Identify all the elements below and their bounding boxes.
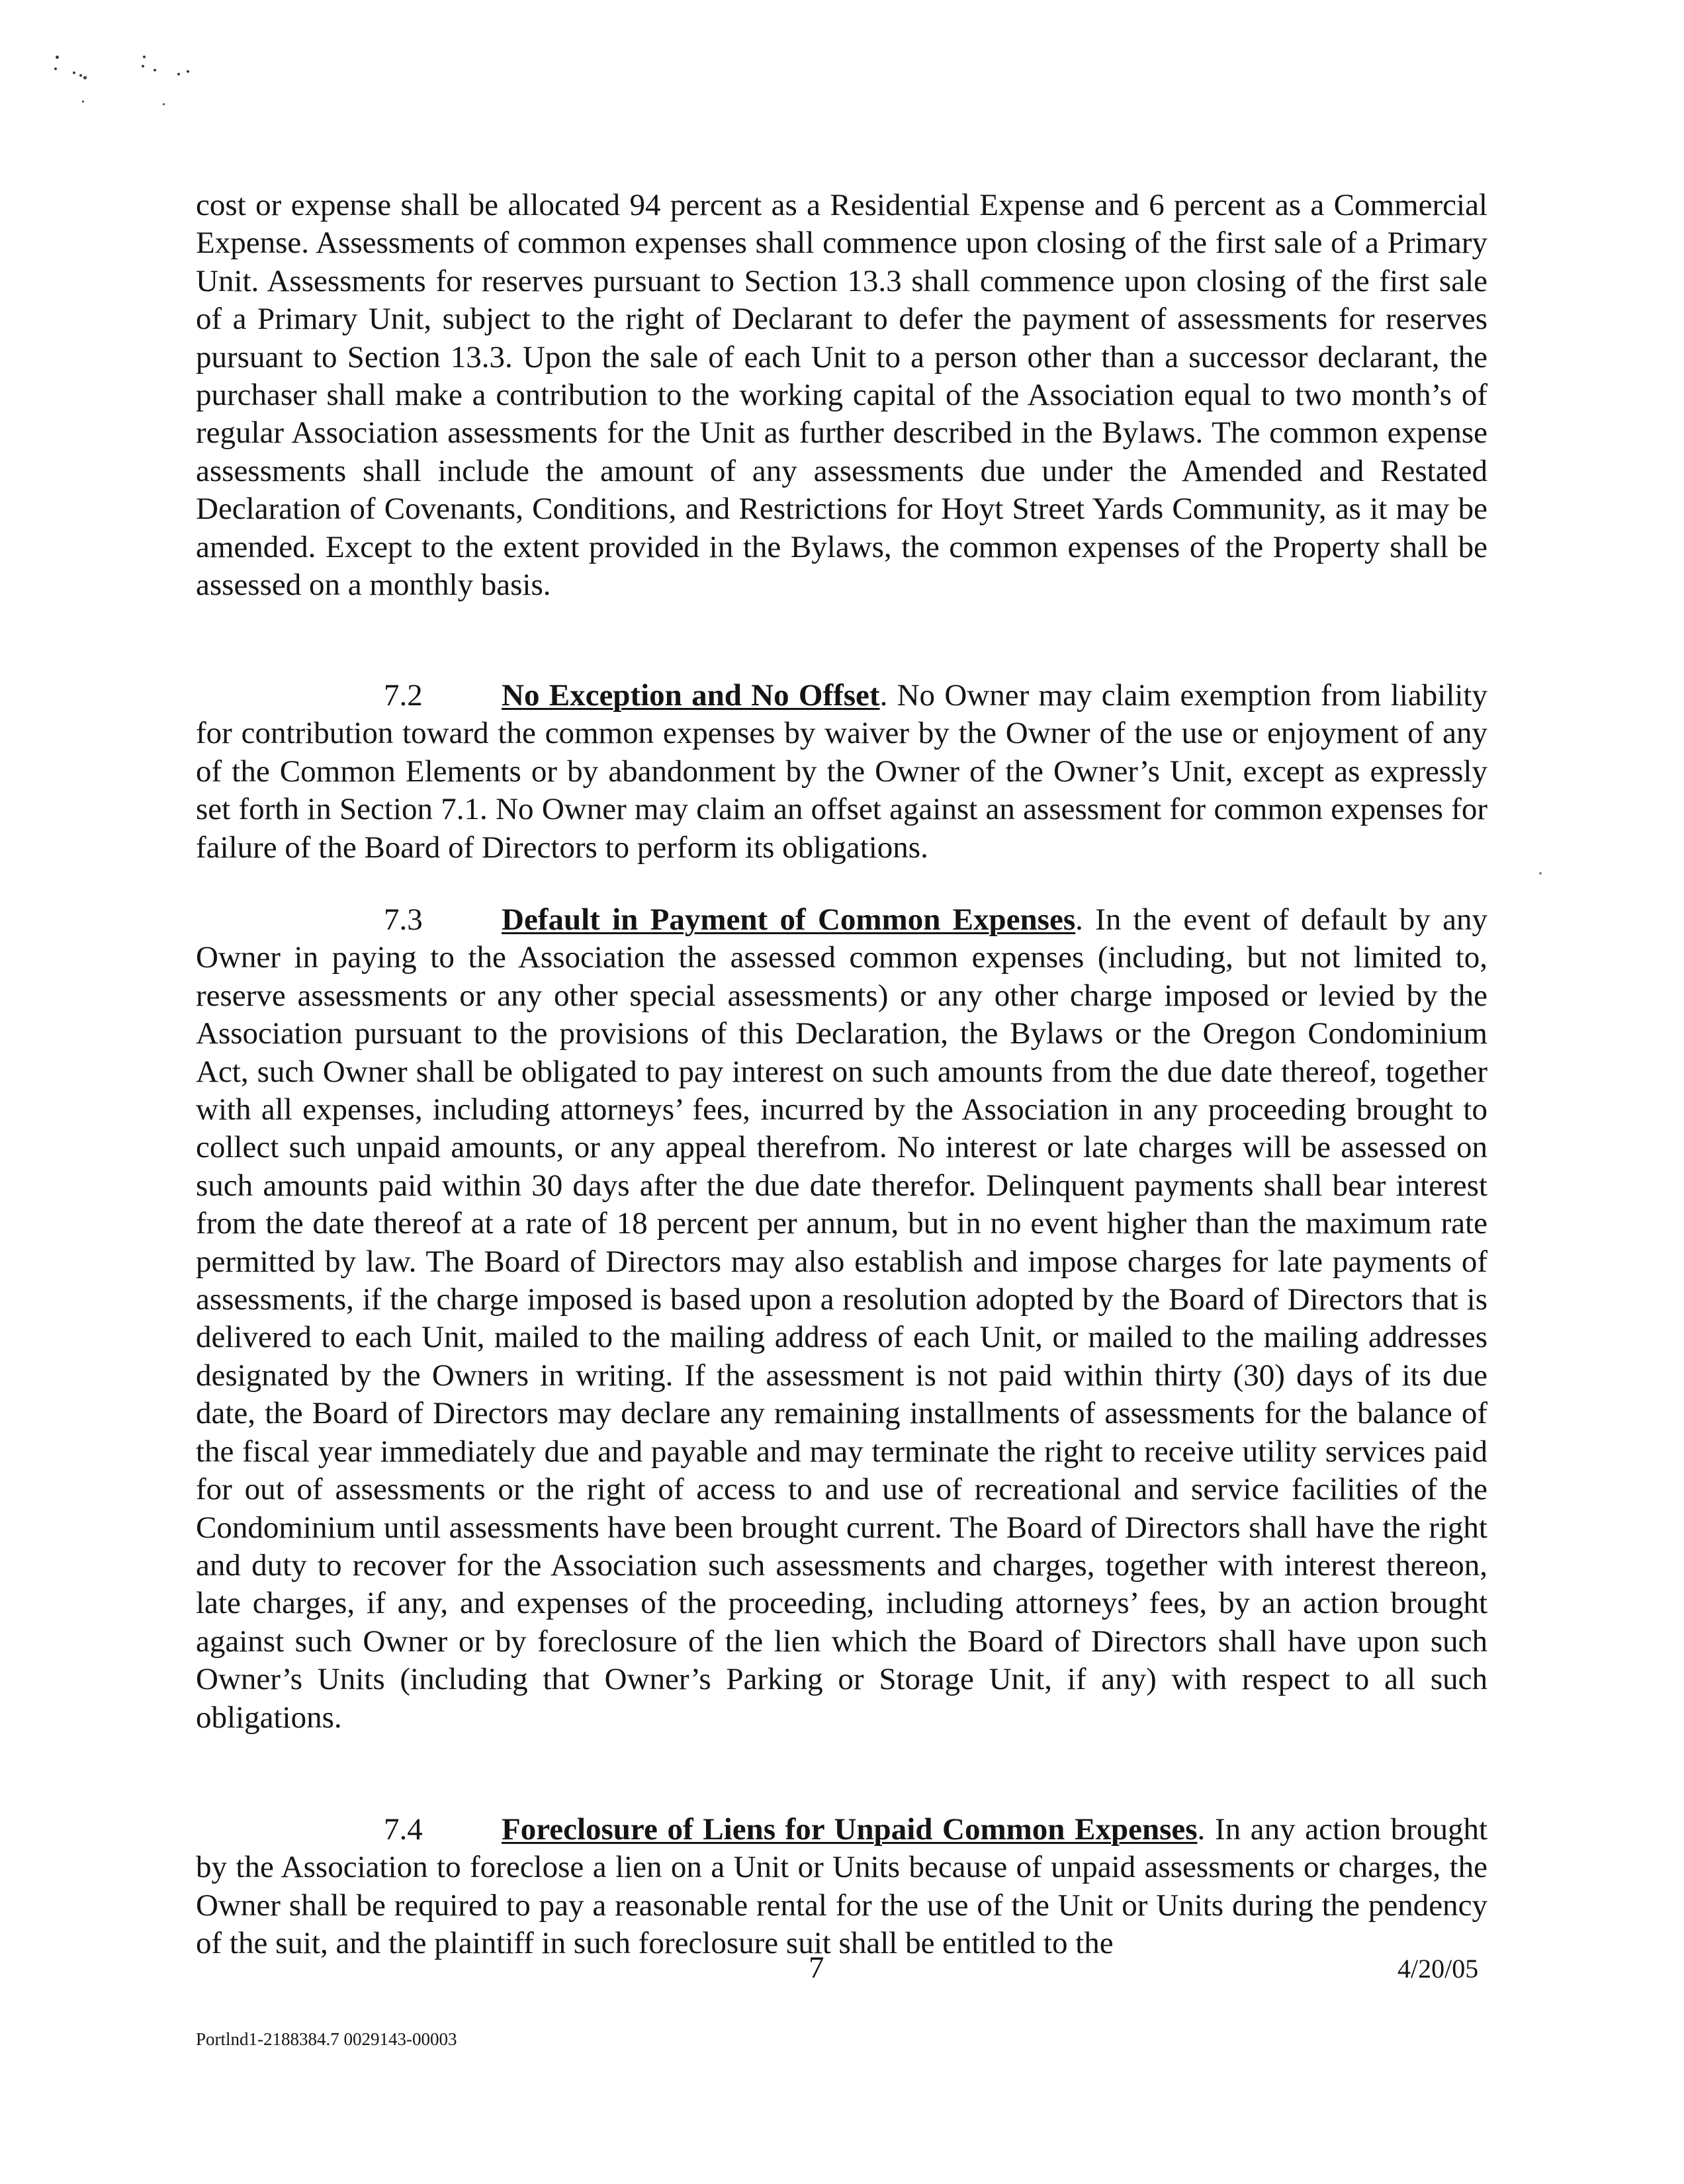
section-heading: Foreclosure of Liens for Unpaid Common Expenses xyxy=(502,1812,1198,1847)
heading-terminator: . xyxy=(1075,902,1083,937)
section-7-2 xyxy=(196,677,1487,867)
section-body: In any action brought by the Association to foreclose a lien on a Unit or Units because of unpaid assessments or charges, the Owner shall be required to pay a reasonable rental for the use of the Unit or Units during the pendency of the suit, and the plaintiff in such foreclosure suit shall be entitled to the xyxy=(196,1812,1488,1961)
section-body: In the event of default by any Owner in paying to the Association the assessed common expenses (including, but not limited to, reserve assessments or any other special assessments) or any other charge imposed or levied by the Association pursuant to the provisions of this Declaration, the Bylaws or the Oregon Condominium Act, such Owner shall be obligated to pay interest on such amounts from the due date thereof, together with all expenses, including attorneys’ fees, incurred by the Association in any proceeding brought to collect such unpaid amounts, or any appeal therefrom. No interest or late charges will be assessed on such amounts paid within 30 days after the due date therefor. Delinquent payments shall bear interest from the date thereof at a rate of 18 percent per annum, but in no event higher than the maximum rate permitted by law. The Board of Directors may also establish and impose charges for late payments of assessments, if the charge imposed is based upon a resolution adopted by the Board of Directors that is delivered to each Unit, mailed to the mailing address of each Unit, or mailed to the mailing addresses designated by the Owners in writing. If the assessment is not paid within thirty (30) days of its due date, the Board of Directors may declare any remaining installments of assessments for the balance of the fiscal year immediately due and payable and may terminate the right to receive utility services paid for out of assessments or the right of access to and use of recreational and service facilities of the Condominium until assessments have been brought current. The Board of Directors shall have the right and duty to recover for the Association such assessments and charges, together with interest thereon, late charges, if any, and expenses of the proceeding, including attorneys’ fees, by an action brought against such Owner or by foreclosure of the lien which the Board of Directors shall have upon such Owner’s Units (including that Owner’s Parking or Storage Unit, if any) with respect to all such obligations. xyxy=(196,902,1487,1735)
section-7-4 xyxy=(196,1811,1487,1963)
section-heading: No Exception and No Offset xyxy=(502,678,880,713)
heading-terminator: . xyxy=(879,678,888,713)
document-id: Portlnd1-2188384.7 0029143-00003 xyxy=(196,2029,457,2049)
scan-mark xyxy=(1539,872,1542,875)
section-7-3 xyxy=(196,901,1487,1737)
section-number: 7.4 xyxy=(384,1812,423,1847)
continuation-paragraph: cost or expense shall be allocated 94 percent as a Residential Expense and 6 percent as a Commercial Expense. Assessments of common expenses shall commence upon closing of the first sale of a Primary Unit. Assessments for reserves pursuant to Section 13.3 shall commence upon closing of the first sale of a Primary Unit, subject to the right of Declarant to defer the payment of assessments for reserves pursuant to Section 13.3. Upon the sale of each Unit to a person other than a successor declarant, the purchaser shall make a contribution to the working capital of the Association equal to two month’s of regular Association assessments for the Unit as further described in the Bylaws. The common expense assessments shall include the amount of any assessments due under the Amended and Restated Declaration of Covenants, Conditions, and Restrictions for Hoyt Street Yards Community, as it may be amended. Except to the extent provided in the Bylaws, the common expenses of the Property shall be assessed on a monthly basis. xyxy=(196,188,1487,603)
section-heading: Default in Payment of Common Expenses xyxy=(502,902,1076,937)
revision-date: 4/20/05 xyxy=(1397,1954,1479,1984)
section-number: 7.2 xyxy=(384,678,423,713)
section-body: No Owner may claim exemption from liability for contribution toward the common expenses by waiver by the Owner of the use or enjoyment of any of the Common Elements or by abandonment by the Owner of the Owner’s Unit, except as expressly set forth in Section 7.1. No Owner may claim an offset against an assessment for common expenses for failure of the Board of Directors to perform its obligations. xyxy=(196,678,1487,865)
page-number: 7 xyxy=(809,1950,824,1985)
section-number: 7.3 xyxy=(384,902,423,937)
heading-terminator: . xyxy=(1197,1812,1206,1847)
